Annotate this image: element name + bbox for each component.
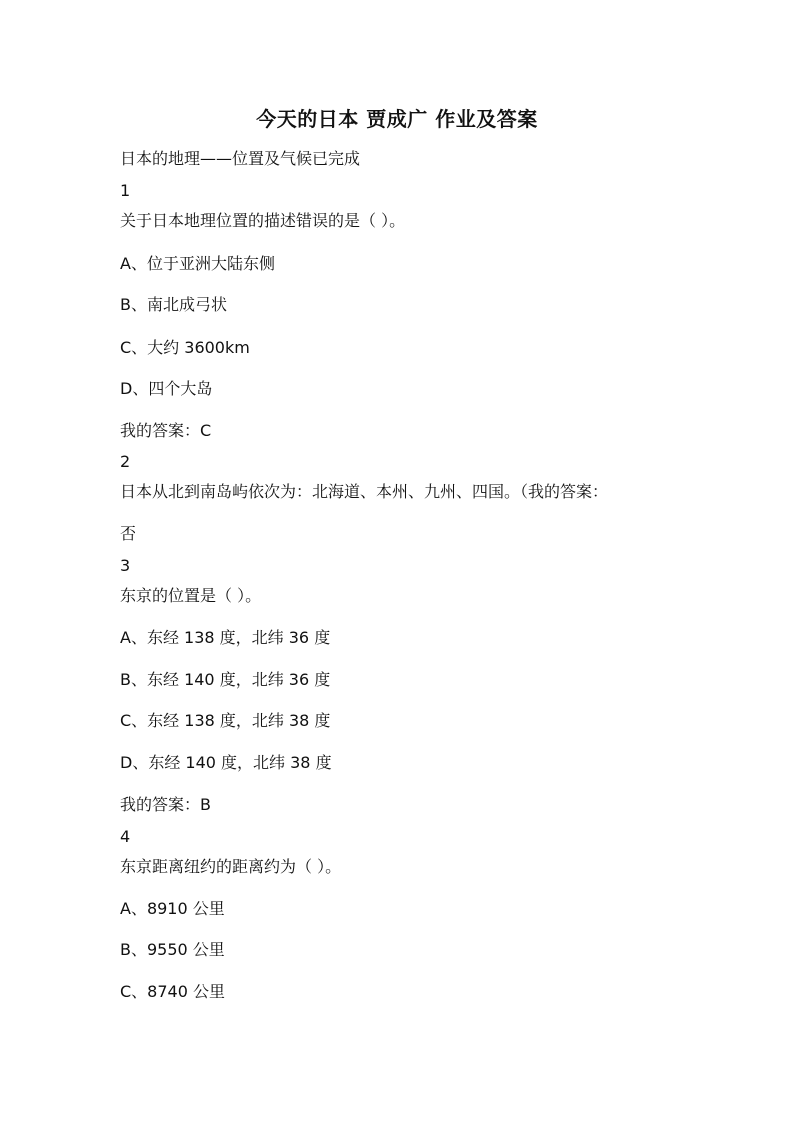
question-number: 1: [120, 181, 131, 200]
answer-option: A、8910 公里: [120, 899, 225, 918]
question-number: 3: [120, 556, 131, 575]
answer-option: C、大约 3600km: [120, 338, 250, 357]
question-text: 关于日本地理位置的描述错误的是（ ）。: [120, 211, 406, 230]
answer-option: B、南北成弓状: [120, 295, 227, 314]
question-number: 2: [120, 452, 131, 471]
answer-option: A、东经 138 度，北纬 36 度: [120, 628, 331, 647]
answer-option: D、东经 140 度，北纬 38 度: [120, 753, 332, 772]
question-number: 4: [120, 827, 131, 846]
section-heading: 日本的地理——位置及气候已完成: [120, 149, 361, 168]
question-text: 东京距离纽约的距离约为（ ）。: [120, 857, 342, 876]
my-answer: 我的答案：B: [120, 795, 211, 814]
answer-option: D、四个大岛: [120, 379, 213, 398]
my-answer: 否: [120, 524, 137, 543]
answer-option: C、8740 公里: [120, 982, 225, 1001]
answer-option: A、位于亚洲大陆东侧: [120, 254, 275, 273]
question-text: 日本从北到南岛屿依次为：北海道、本州、九州、四国。（我的答案：: [120, 482, 609, 501]
answer-option: B、9550 公里: [120, 940, 225, 959]
answer-option: C、东经 138 度，北纬 38 度: [120, 711, 331, 730]
my-answer: 我的答案：C: [120, 421, 212, 440]
answer-option: B、东经 140 度，北纬 36 度: [120, 670, 331, 689]
question-text: 东京的位置是（ ）。: [120, 586, 262, 605]
document-title: 今天的日本 贾成广 作业及答案: [256, 107, 538, 131]
